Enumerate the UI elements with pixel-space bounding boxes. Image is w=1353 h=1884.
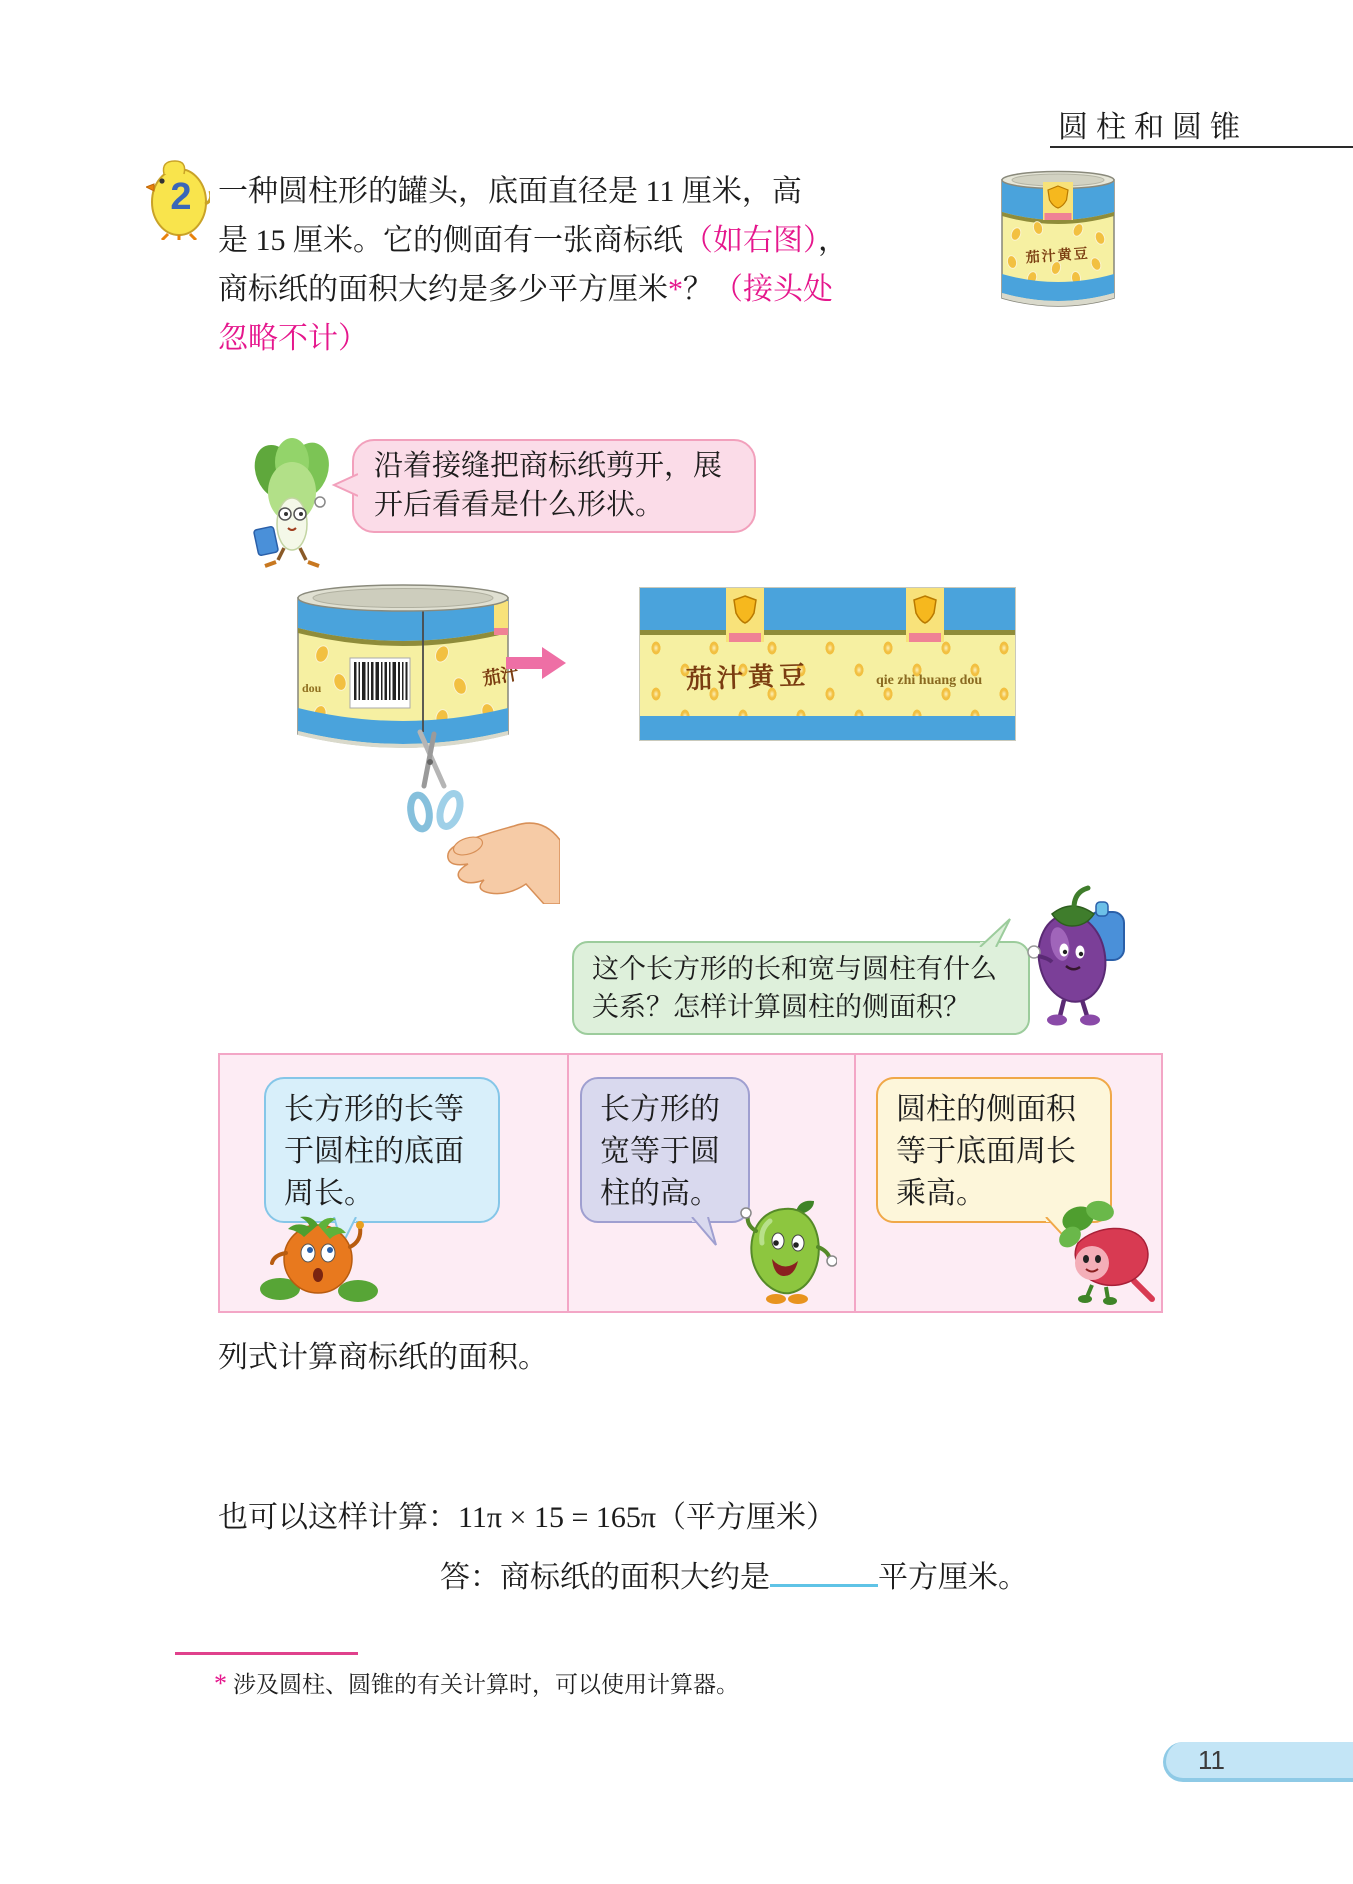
tomato-speech-bubble [264,1077,500,1223]
summary-panel [218,1053,1163,1313]
tomato-speech-text: 长方形的长等于圆柱的底面周长。 [284,1093,464,1210]
tomato-character [254,1211,384,1303]
label-pinyin-text: qie zhi huang dou [876,673,983,688]
unrolled-label [640,588,1015,740]
can-brand-partial: 茄汁 [481,662,521,689]
problem-line-3: 商标纸的面积大约是多少平方厘米 [218,273,668,306]
eggplant-speech-text: 这个长方形的长和宽与圆柱有什么关系？怎样计算圆柱的侧面积？ [592,954,997,1022]
barcode [350,658,410,708]
shield-logo [1043,182,1073,220]
answer-blank [770,1556,878,1588]
shield-logo [726,588,764,642]
can-image [998,166,1118,326]
page-header: 圆柱和圆锥 [1058,111,1248,144]
problem-text: 一种圆柱形的罐头，底面直径是 11 厘米，高 是 15 厘米。它的侧面有一张商标纸（如右图）， 商标纸的面积大约是多少平方厘米*？（接头处 忽略不计） [218,175,848,355]
page-number-pill [1163,1742,1353,1782]
alternative-calculation: 也可以这样计算：11π × 15 = 165π（平方厘米） [218,1501,837,1534]
problem-number: 2 [170,176,192,218]
panel-divider [854,1055,856,1311]
footnote-star-marker: * [668,273,683,306]
radish-character [1048,1197,1156,1307]
cut-can-with-scissors [292,582,560,904]
label-bottom-band [640,716,1015,740]
can-pinyin-partial: dou [302,681,322,695]
can-brand-text: 茄汁黄豆 [1025,246,1091,267]
hand-icon [448,823,560,904]
eggplant-character [1022,868,1140,1030]
answer-line [440,1552,1028,1596]
panel-divider [567,1055,569,1311]
eggplant-speech-bubble [572,941,1030,1035]
label-brand-text: 茄汁黄豆 [685,660,811,695]
label-body [640,635,1015,716]
footnote [214,1666,739,1699]
header-rule [1050,146,1353,148]
problem-line-2-note: （如右图） [683,224,818,257]
radish-speech-text: 圆柱的侧面积等于底面周长乘高。 [896,1093,1076,1210]
problem-line-2: 是 15 厘米。它的侧面有一张商标纸 [218,224,683,257]
problem-line-4: 忽略不计） [218,322,368,355]
label-top-band [640,588,1015,630]
cabbage-character [246,436,338,568]
right-arrow-icon [506,646,568,680]
footnote-star: * [214,1669,227,1698]
answer-suffix: 平方厘米。 [878,1561,1028,1594]
answer-prefix: 答：商标纸的面积大约是 [440,1561,770,1594]
work-prompt: 列式计算商标纸的面积。 [218,1341,548,1374]
cabbage-speech-text: 沿着接缝把商标纸剪开，展开后看看是什么形状。 [374,450,723,521]
pepper-speech-text: 长方形的宽等于圆柱的高。 [600,1093,720,1210]
pepper-speech-bubble [580,1077,750,1223]
green-pepper-character [732,1195,837,1305]
footnote-text: 涉及圆柱、圆锥的有关计算时，可以使用计算器。 [233,1672,739,1697]
cabbage-speech-bubble [352,439,756,533]
footnote-rule [175,1652,358,1655]
shield-logo [906,588,944,642]
page-number: 11 [1198,1744,1225,1775]
problem-line-3-note: （接头处 [713,273,833,306]
problem-line-1: 一种圆柱形的罐头，底面直径是 11 厘米，高 [218,175,802,208]
